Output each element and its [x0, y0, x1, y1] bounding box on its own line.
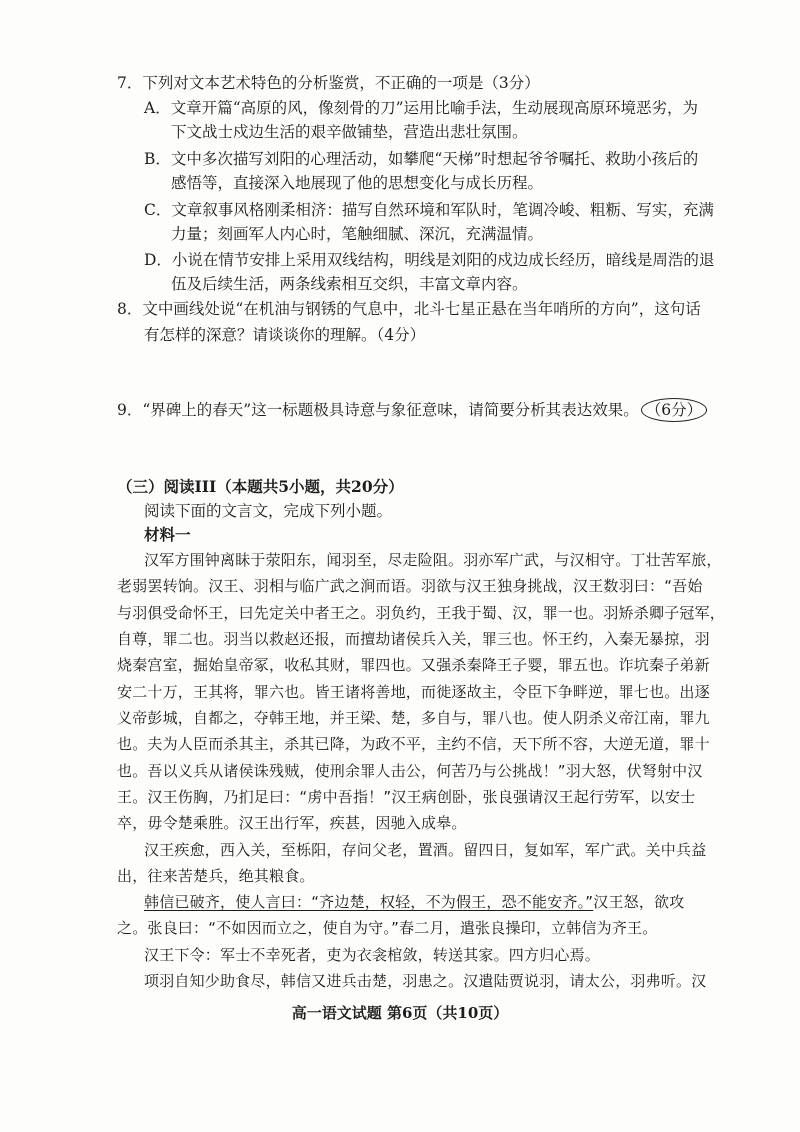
passage-line: 也。夫为人臣而杀其主，杀其已降，为政不平，主约不信，天下所不容，大逆无道，罪十 [117, 735, 710, 753]
passage-line: 安二十万，王其将，罪六也。皆王诸将善地，而徙逐故主，令臣下争畔逆，罪七也。出逐 [117, 683, 710, 701]
passage-line: 烧秦宫室，掘始皇帝冢，收私其财，罪四也。又强杀秦降王子婴，罪五也。诈坑秦子弟新 [117, 656, 710, 674]
passage-line: 王。汉王伤胸，乃扪足曰：“虏中吾指！”汉王病创卧，张良强请汉王起行劳军，以安士 [117, 788, 696, 806]
passage-line: 项羽自知少助食尽，韩信又进兵击楚，羽患之。汉遣陆贾说羽，请太公，羽弗听。汉 [144, 972, 707, 990]
q7-option-c: C．文章叙事风格刚柔相济：描写自然环境和军队时，笔调冷峻、粗粝、写实，充满 [144, 201, 714, 219]
passage-line: 之。张良曰：“不如因而立之，使自为守。”春二月，遣张良操印，立韩信为齐王。 [117, 919, 658, 937]
passage-line: 汉王疾愈，西入关，至栎阳，存问父老，置酒。留四日，复如军，军广武。关中兵益 [144, 841, 707, 859]
passage-line: 卒，毋令楚乘胜。汉王出行军，疾甚，因驰入成皋。 [117, 814, 467, 832]
q7-stem: 7．下列对文本艺术特色的分析鉴赏，不正确的一项是（3分） [117, 74, 540, 92]
passage-underlined-line [144, 891, 684, 913]
passage-line: 自尊，罪二也。羽当以救赵还报，而擅劫诸侯兵入关，罪三也。怀王约，入秦无暴掠，羽 [117, 630, 710, 648]
q9-question [117, 398, 707, 422]
q7-option-a-cont: 下文战士戍边生活的艰辛做铺垫，营造出悲壮氛围。 [171, 123, 528, 141]
q7-option-d: D．小说在情节安排上采用双线结构，明线是刘阳的戍边成长经历，暗线是周浩的退 [144, 251, 715, 269]
q7-option-d-cont: 伍及后续生活，两条线索相互交织，丰富文章内容。 [171, 275, 528, 293]
q8-line-2: 有怎样的深意？请谈谈你的理解。（4分） [144, 326, 426, 344]
material-title: 材料一 [144, 525, 191, 544]
passage-line: 汉军方围钟离眛于荥阳东，闻羽至，尽走险阻。羽亦军广武，与汉相守。丁壮苦军旅， [144, 551, 722, 569]
passage-line: 与羽俱受命怀王，曰先定关中者王之。羽负约，王我于蜀、汉，罪一也。羽矫杀卿子冠军， [117, 604, 726, 622]
q7-option-a: A．文章开篇“高原的风，像刻骨的刀”运用比喻手法，生动展现高原环境恶劣，为 [144, 99, 699, 117]
q8-line-1: 8．文中画线处说“在机油与钢锈的气息中，北斗七星正悬在当年哨所的方向”，这句话 [117, 300, 701, 318]
q7-option-b-cont: 感悟等，直接深入地展现了他的思想变化与成长历程。 [171, 174, 544, 192]
passage-continuation: 汉王怒，欲攻 [593, 893, 685, 911]
passage-line: 出，往来苦楚兵，绝其粮食。 [117, 867, 315, 885]
passage-line: 老弱罢转饷。汉王、羽相与临广武之涧而语。羽欲与汉王独身挑战，汉王数羽曰：“吾始 [117, 577, 703, 595]
q9-score-circled: （6分） [641, 398, 707, 422]
section-header: （三）阅读III（本题共5小题，共20分） [117, 477, 404, 496]
q9-text: 9．“界碑上的春天”这一标题极具诗意与象征意味，请简要分析其表达效果。 [117, 401, 639, 419]
passage-line: 义帝彭城，自都之，夺韩王地，并王梁、楚，多自与，罪八也。使人阴杀义帝江南，罪九 [117, 709, 710, 727]
underlined-sentence: 韩信已破齐，使人言曰：“齐边楚，权轻，不为假王，恐不能安齐。” [144, 893, 594, 911]
passage-line: 也。吾以义兵从诸侯诛残贼，使刑余罪人击公，何苦乃与公挑战！”羽大怒，伏弩射中汉 [117, 762, 703, 780]
page-footer: 高一语文试题 第6页（共10页） [291, 1004, 509, 1022]
q7-option-c-cont: 力量；刻画军人内心时，笔触细腻、深沉，充满温情。 [171, 225, 544, 243]
section-instruction: 阅读下面的文言文，完成下列小题。 [144, 502, 393, 520]
q7-option-b: B．文中多次描写刘阳的心理活动，如攀爬“天梯”时想起爷爷嘱托、救助小孩后的 [144, 150, 699, 168]
passage-line: 汉王下令：军士不幸死者，吏为衣衾棺敛，转送其家。四方归心焉。 [144, 946, 601, 964]
